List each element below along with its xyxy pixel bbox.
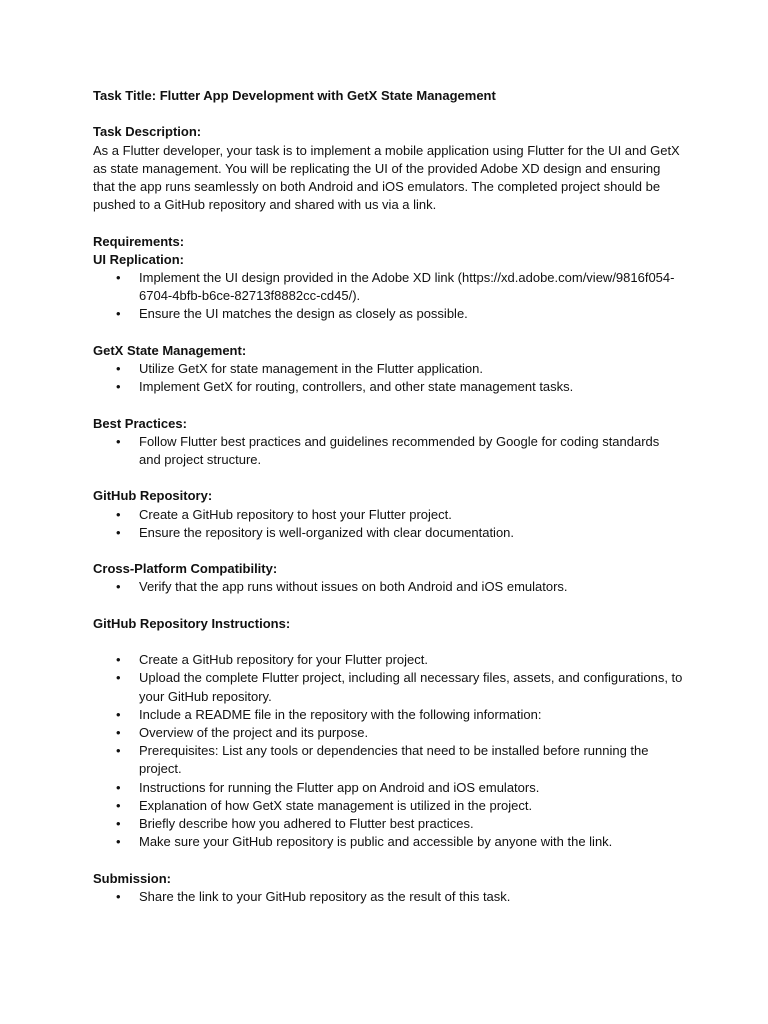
task-title: Task Title: Flutter App Development with GetX State Management	[93, 88, 496, 103]
list-item	[93, 305, 683, 323]
list-item	[93, 433, 683, 469]
bullet-icon: •	[116, 724, 121, 740]
section-heading: Best Practices:	[93, 415, 187, 431]
list-item-text: Follow Flutter best practices and guidelines recommended by Google for coding standards and project structure.	[139, 433, 660, 467]
bullet-icon: •	[116, 652, 121, 668]
list-item	[93, 706, 683, 724]
spacer	[93, 396, 683, 414]
list-item	[93, 742, 683, 778]
spacer	[93, 542, 683, 560]
list-item-text: Ensure the repository is well-organized with clear documentation.	[139, 524, 515, 540]
spacer	[93, 324, 683, 342]
bullet-list	[93, 506, 683, 542]
section-heading: GetX State Management:	[93, 342, 247, 358]
bullet-icon: •	[116, 270, 121, 285]
section-cross-platform	[93, 560, 683, 596]
bullet-icon: •	[116, 579, 121, 595]
section-submission	[93, 870, 683, 906]
requirements-heading: Requirements:	[93, 233, 185, 249]
list-item-text: Explanation of how GetX state management is utilized in the project.	[139, 797, 533, 813]
section-best-practices	[93, 415, 683, 470]
list-item-text: Implement the UI design provided in the Adobe XD link (https://xd.adobe.com/view/9816f054-6704-4bfb-b6ce-82713f8882cc-cd45/).	[139, 270, 675, 304]
list-item	[93, 888, 683, 906]
section-github-repository	[93, 487, 683, 542]
document-page	[93, 87, 683, 906]
bullet-list	[93, 269, 683, 324]
bullet-icon: •	[116, 433, 121, 449]
section-heading: UI Replication:	[93, 251, 185, 267]
list-item	[93, 578, 683, 596]
list-item	[93, 797, 683, 815]
list-item	[93, 779, 683, 797]
bullet-icon: •	[116, 743, 121, 759]
list-item-text: Verify that the app runs without issues on both Android and iOS emulators.	[139, 579, 568, 595]
list-item-text: Ensure the UI matches the design as closely as possible.	[139, 306, 468, 322]
section-getx-state-management	[93, 342, 683, 397]
list-item-text: Include a README file in the repository with the following information:	[139, 706, 542, 722]
list-item-text: Utilize GetX for state management in the Flutter application.	[139, 361, 483, 376]
list-item	[93, 360, 683, 378]
list-item-text: Create a GitHub repository for your Flutter project.	[139, 652, 429, 668]
list-item-text: Overview of the project and its purpose.	[139, 724, 369, 740]
list-item-text: Implement GetX for routing, controllers, and other state management tasks.	[139, 379, 574, 395]
bullet-icon: •	[116, 306, 121, 322]
section-heading: Submission:	[93, 870, 172, 886]
bullet-icon: •	[116, 888, 121, 904]
list-item-text: Create a GitHub repository to host your Flutter project.	[139, 506, 452, 522]
list-item-text: Briefly describe how you adhered to Flutter best practices.	[139, 816, 474, 831]
section-heading: GitHub Repository Instructions:	[93, 615, 291, 631]
spacer	[93, 469, 683, 487]
list-item	[93, 833, 683, 851]
bullet-icon: •	[116, 379, 121, 395]
list-item	[93, 669, 683, 705]
list-item	[93, 269, 683, 305]
bullet-icon: •	[116, 779, 121, 795]
list-item-text: Prerequisites: List any tools or dependencies that need to be installed before running the project.	[139, 743, 649, 777]
list-item	[93, 506, 683, 524]
list-item-text: Upload the complete Flutter project, including all necessary files, assets, and configurations, to your GitHub repository.	[139, 670, 683, 704]
section-ui-replication	[93, 251, 683, 324]
list-item	[93, 524, 683, 542]
bullet-icon: •	[116, 834, 121, 850]
section-heading: Cross-Platform Compatibility:	[93, 561, 278, 577]
bullet-icon: •	[116, 506, 121, 522]
description-text: As a Flutter developer, your task is to implement a mobile application using Flutter for the UI and GetX as state management. You will be replicating the UI of the provided Adobe XD design and ensuring that the app runs seamlessly on both Android and iOS emulators. The completed project should be pushed to a GitHub repository and shared with us via a link.	[93, 142, 680, 213]
list-item	[93, 724, 683, 742]
list-item	[93, 378, 683, 396]
description-heading: Task Description:	[93, 124, 202, 140]
spacer	[93, 597, 683, 615]
bullet-list	[93, 578, 683, 596]
bullet-icon: •	[116, 524, 121, 540]
list-item-text: Instructions for running the Flutter app on Android and iOS emulators.	[139, 779, 540, 795]
bullet-icon: •	[116, 670, 121, 686]
spacer	[93, 214, 683, 232]
section-heading: GitHub Repository:	[93, 488, 213, 504]
list-item	[93, 815, 683, 833]
bullet-icon: •	[116, 706, 121, 722]
bullet-list	[93, 433, 683, 469]
bullet-list	[93, 360, 683, 396]
list-item	[93, 651, 683, 669]
bullet-icon: •	[116, 816, 121, 831]
list-item-text: Share the link to your GitHub repository as the result of this task.	[139, 888, 511, 904]
spacer	[93, 105, 683, 123]
spacer	[93, 851, 683, 869]
bullet-list	[93, 651, 683, 851]
bullet-icon: •	[116, 797, 121, 813]
bullet-list	[93, 888, 683, 906]
bullet-icon: •	[116, 361, 121, 376]
section-github-instructions	[93, 615, 683, 852]
spacer	[93, 633, 683, 651]
list-item-text: Make sure your GitHub repository is public and accessible by anyone with the link.	[139, 834, 613, 850]
